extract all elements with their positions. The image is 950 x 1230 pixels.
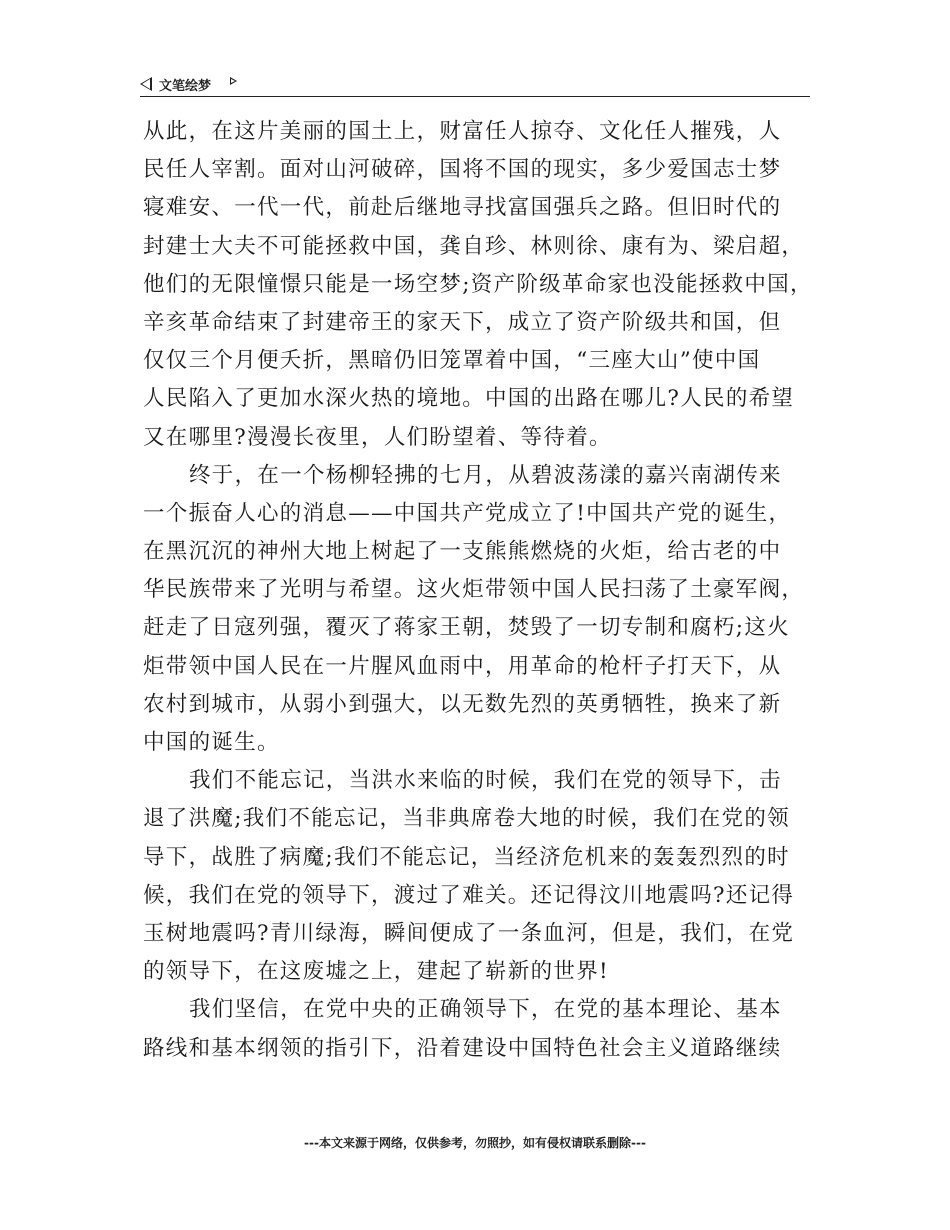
triangle-right-icon bbox=[230, 77, 237, 85]
text-line: 我们坚信，在党中央的正确领导下，在党的基本理论、基本 bbox=[189, 997, 782, 1023]
text-line: 寝难安、一代一代，前赴后继地寻找富国强兵之路。但旧时代的 bbox=[143, 195, 782, 221]
text-line: 农村到城市，从弱小到强大，以无数先烈的英勇牺牲，换来了新 bbox=[143, 691, 782, 717]
text-line: 赶走了日寇列强，覆灭了蒋家王朝，焚毁了一切专制和腐朽;这火 bbox=[143, 615, 790, 641]
text-line: 一个振奋人心的消息——中国共产党成立了!中国共产党的诞生， bbox=[143, 500, 792, 526]
page-header bbox=[140, 72, 810, 97]
text-line: 中国的诞生。 bbox=[143, 730, 280, 755]
text-line: 路线和基本纲领的指引下，沿着建设中国特色社会主义道路继续 bbox=[143, 1035, 782, 1061]
text-line: 民任人宰割。面对山河破碎，国将不国的现实，多少爱国志士梦 bbox=[143, 157, 782, 183]
text-line: 候，我们在党的领导下，渡过了难关。还记得汶川地震吗?还记得 bbox=[143, 882, 795, 908]
triangle-left-icon bbox=[140, 77, 152, 91]
text-line: 在黑沉沉的神州大地上树起了一支熊熊燃烧的火炬，给古老的中 bbox=[143, 539, 782, 565]
page-footer: ---本文来源于网络，仅供参考，勿照抄，如有侵权请联系删除--- bbox=[304, 1136, 646, 1150]
text-line: 退了洪魔;我们不能忘记，当非典席卷大地的时候，我们在党的领 bbox=[143, 806, 790, 832]
text-line: 华民族带来了光明与希望。这火炬带领中国人民扫荡了土豪军阀， bbox=[143, 577, 805, 603]
document-body bbox=[143, 113, 823, 1068]
header-title: 文笔绘梦 bbox=[159, 79, 212, 94]
text-line: 从此，在这片美丽的国土上，财富任人掠夺、文化任人摧残，人 bbox=[143, 119, 782, 144]
text-line: 终于，在一个杨柳轻拂的七月，从碧波荡漾的嘉兴南湖传来 bbox=[189, 462, 782, 488]
text-line: 玉树地震吗?青川绿海，瞬间便成了一条血河，但是，我们，在党 bbox=[143, 920, 795, 946]
text-line: 的领导下，在这废墟之上，建起了崭新的世界! bbox=[143, 959, 609, 985]
text-line: 辛亥革命结束了封建帝王的家天下，成立了资产阶级共和国，但 bbox=[143, 309, 782, 335]
text-line: 又在哪里?漫漫长夜里，人们盼望着、等待着。 bbox=[143, 424, 612, 450]
text-line: 导下，战胜了病魔;我们不能忘记，当经济危机来的轰轰烈烈的时 bbox=[143, 844, 790, 870]
text-line: 炬带领中国人民在一片腥风血雨中，用革命的枪杆子打天下，从 bbox=[143, 653, 782, 679]
text-line: 人民陷入了更加水深火热的境地。中国的出路在哪儿?人民的希望 bbox=[143, 386, 795, 412]
text-line: 我们不能忘记，当洪水来临的时候，我们在党的领导下，击 bbox=[189, 768, 782, 794]
text-line: 他们的无限憧憬只能是一场空梦;资产阶级革命家也没能拯救中国， bbox=[143, 271, 813, 297]
text-line: 封建士大夫不可能拯救中国，龚自珍、林则徐、康有为、梁启超， bbox=[143, 233, 805, 259]
text-line: 仅仅三个月便夭折，黑暗仍旧笼罩着中国，“三座大山”使中国 bbox=[143, 348, 761, 374]
